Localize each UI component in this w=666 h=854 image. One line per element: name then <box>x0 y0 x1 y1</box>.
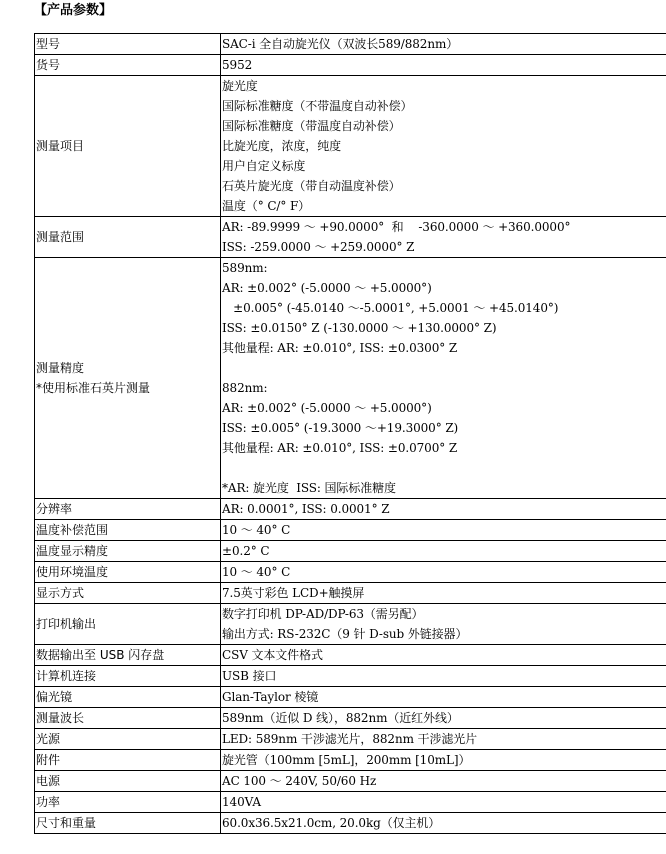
param-label-cell <box>35 217 221 258</box>
param-value-line: 用户自定义标度 <box>222 159 306 173</box>
param-label-cell <box>35 258 221 499</box>
param-label-cell <box>35 76 221 217</box>
param-label: 尺寸和重量 <box>36 816 97 830</box>
param-label: 数据输出至 USB 闪存盘 <box>36 648 165 662</box>
param-label: 偏光镜 <box>36 690 73 704</box>
param-label: 分辨率 <box>36 502 73 516</box>
param-label: 电源 <box>36 774 61 788</box>
param-row <box>35 541 666 562</box>
param-row <box>35 34 666 55</box>
param-value-cell <box>221 55 666 76</box>
param-label-cell <box>35 792 221 813</box>
product-parameters-table <box>34 33 666 834</box>
param-label-cell <box>35 729 221 750</box>
param-label: 温度补偿范围 <box>36 523 109 537</box>
param-value-line: ±0.005° (-45.0140 ～-5.0001°, +5.0001 ～ +45.0140°) <box>222 301 559 315</box>
param-value-cell <box>221 76 666 217</box>
param-label-cell <box>35 499 221 520</box>
param-value-line: 5952 <box>222 58 253 72</box>
param-row <box>35 499 666 520</box>
param-label-cell <box>35 645 221 666</box>
param-value-line: CSV 文本文件格式 <box>222 648 323 662</box>
param-value-line <box>222 458 666 478</box>
param-label-cell <box>35 813 221 834</box>
param-value-line: 数字打印机 DP-AD/DP-63（需另配） <box>222 607 424 621</box>
param-value-cell <box>221 813 666 834</box>
param-row <box>35 666 666 687</box>
param-label: 光源 <box>36 732 61 746</box>
param-row <box>35 729 666 750</box>
param-label: 显示方式 <box>36 586 85 600</box>
param-label: 测量项目 <box>36 139 85 153</box>
param-value-line: 7.5英寸彩色 LCD+触摸屏 <box>222 586 365 600</box>
param-row <box>35 813 666 834</box>
param-label: *使用标准石英片测量 <box>36 381 151 395</box>
param-row <box>35 604 666 645</box>
param-label-cell <box>35 583 221 604</box>
param-value-line: AC 100 ～ 240V, 50/60 Hz <box>222 774 377 788</box>
param-value-line: 140VA <box>222 795 261 809</box>
parameters-table-body <box>35 34 666 834</box>
param-label: 打印机输出 <box>36 617 97 631</box>
param-row <box>35 771 666 792</box>
param-value-cell <box>221 604 666 645</box>
param-value-line: 石英片旋光度（带自动温度补偿） <box>222 179 401 193</box>
param-value-cell <box>221 750 666 771</box>
param-value-line: 60.0x36.5x21.0cm, 20.0kg（仅主机） <box>222 816 441 830</box>
param-value-cell <box>221 792 666 813</box>
param-label-cell <box>35 520 221 541</box>
param-label: 温度显示精度 <box>36 544 109 558</box>
param-value-line: 国际标准糖度（带温度自动补偿） <box>222 119 401 133</box>
param-value-cell <box>221 258 666 499</box>
param-value-cell <box>221 34 666 55</box>
param-value-line: 输出方式: RS-232C（9 针 D-sub 外链接器） <box>222 627 468 641</box>
param-value-cell <box>221 583 666 604</box>
param-value-cell <box>221 729 666 750</box>
param-label-cell <box>35 750 221 771</box>
param-value-line: ISS: -259.0000 ～ +259.0000° Z <box>222 240 415 254</box>
param-label-cell <box>35 541 221 562</box>
param-value-cell <box>221 666 666 687</box>
param-row <box>35 750 666 771</box>
param-value-line: 589nm（近似 D 线），882nm（近红外线） <box>222 711 459 725</box>
param-row <box>35 520 666 541</box>
param-value-line: AR: ±0.002° (-5.0000 ～ +5.0000°) <box>222 281 432 295</box>
param-value-line: AR: 0.0001°, ISS: 0.0001° Z <box>222 502 390 516</box>
param-value-cell <box>221 217 666 258</box>
param-row <box>35 562 666 583</box>
param-value-line: 589nm: <box>222 261 268 275</box>
param-value-cell <box>221 562 666 583</box>
param-value-line: 旋光管（100mm [5mL]，200mm [10mL]） <box>222 753 471 767</box>
param-value-line: Glan-Taylor 棱镜 <box>222 690 319 704</box>
param-value-line: 10 ～ 40° C <box>222 523 291 537</box>
param-label-cell <box>35 34 221 55</box>
param-value-line: 其他量程: AR: ±0.010°, ISS: ±0.0300° Z <box>222 341 458 355</box>
param-row <box>35 792 666 813</box>
param-value-cell <box>221 771 666 792</box>
param-row <box>35 217 666 258</box>
param-value-line: 10 ～ 40° C <box>222 565 291 579</box>
param-value-line: LED: 589nm 干涉滤光片，882nm 干涉滤光片 <box>222 732 478 746</box>
param-value-line: ISS: ±0.0150° Z (-130.0000 ～ +130.0000° Z) <box>222 321 497 335</box>
param-value-line: SAC-i 全自动旋光仪（双波长589/882nm） <box>222 37 459 51</box>
param-value-cell <box>221 499 666 520</box>
param-value-line: AR: -89.9999 ～ +90.0000° 和 -360.0000 ～ +360.0000° <box>222 220 571 234</box>
param-value-line: 其他量程: AR: ±0.010°, ISS: ±0.0700° Z <box>222 441 458 455</box>
param-value-cell <box>221 645 666 666</box>
param-label-cell <box>35 771 221 792</box>
param-label-cell <box>35 604 221 645</box>
param-value-cell <box>221 541 666 562</box>
param-label-cell <box>35 562 221 583</box>
param-value-cell <box>221 708 666 729</box>
param-value-line: 温度（° C/° F） <box>222 199 311 213</box>
section-heading: 【产品参数】 <box>34 3 113 18</box>
param-label: 功率 <box>36 795 61 809</box>
param-row <box>35 708 666 729</box>
param-value-line: 882nm: <box>222 381 268 395</box>
param-value-line: 比旋光度，浓度，纯度 <box>222 139 342 153</box>
param-row <box>35 583 666 604</box>
param-value-line: USB 接口 <box>222 669 277 683</box>
param-row <box>35 55 666 76</box>
param-row <box>35 76 666 217</box>
param-label-cell <box>35 708 221 729</box>
param-label: 货号 <box>36 58 61 72</box>
param-label: 计算机连接 <box>36 669 97 683</box>
param-value-cell <box>221 687 666 708</box>
param-label-cell <box>35 687 221 708</box>
param-row <box>35 258 666 499</box>
param-label-cell <box>35 666 221 687</box>
param-value-line: ±0.2° C <box>222 544 270 558</box>
param-value-line: ISS: ±0.005° (-19.3000 ～+19.3000° Z) <box>222 421 459 435</box>
param-label: 型号 <box>36 37 61 51</box>
param-value-line: 国际标准糖度（不带温度自动补偿） <box>222 99 413 113</box>
param-label: 测量波长 <box>36 711 85 725</box>
param-label: 测量精度 <box>36 361 85 375</box>
param-value-line: *AR: 旋光度 ISS: 国际标准糖度 <box>222 481 396 495</box>
param-label: 测量范围 <box>36 230 85 244</box>
param-value-line: AR: ±0.002° (-5.0000 ～ +5.0000°) <box>222 401 432 415</box>
param-label-cell <box>35 55 221 76</box>
param-row <box>35 687 666 708</box>
param-label: 使用环境温度 <box>36 565 109 579</box>
param-row <box>35 645 666 666</box>
param-label: 附件 <box>36 753 61 767</box>
param-value-line <box>222 358 666 378</box>
param-value-line: 旋光度 <box>222 79 258 93</box>
param-value-cell <box>221 520 666 541</box>
